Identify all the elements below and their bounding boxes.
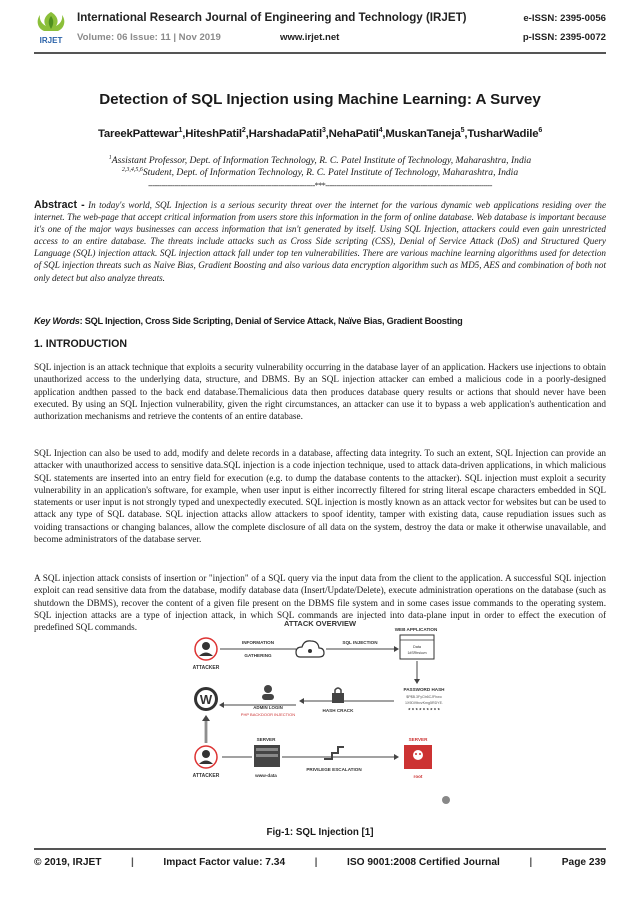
author-name: HarshadaPatil <box>248 127 322 140</box>
attack-overview-figure <box>184 617 456 807</box>
svg-text:www-data: www-data <box>255 773 277 778</box>
svg-text:SERVER: SERVER <box>256 737 276 742</box>
author-list: TareekPattewar$^1$,HiteshPatil$^2$,HarshadaPatil$^3$,NehaPatil$^4$,MuskanTaneja$^5$,TusharWadile$^6$ <box>97 127 543 140</box>
paragraph-3: A SQL injection attack consists of insertion or "injection" of a SQL query via the input data from the client to the application. A successful SQL injection exploit can read sensitive data from the database, modify database data (Insert/Update/Delete), execute administration operations on the database (such as shutdown the DBMS), recover the content of a given file present on the DBMS file system and in some cases issue commands to the operating system. SQL injection attacks are a type of injection attack, in which SQL commands are injected into data-plane input in order to effect the execution of predefined SQL commands. <box>34 573 606 633</box>
irjet-logo <box>34 10 68 48</box>
p-issn: p-ISSN: 2395-0072 <box>522 32 606 43</box>
footer-copyright: © 2019, IRJET <box>34 857 102 868</box>
cloud-icon <box>296 641 324 657</box>
page-footer <box>34 857 606 868</box>
svg-text:ATTACKER: ATTACKER <box>192 773 220 779</box>
page-header <box>34 10 606 50</box>
compromised-server-icon <box>404 745 432 769</box>
affiliation-1: $^1$Assistant Professor, Dept. of Information Technology, R. C. Patel Institute of Technology, Maharashtra, India <box>108 155 532 167</box>
attacker-icon <box>195 746 217 768</box>
figure-watermark-dot <box>442 796 450 804</box>
svg-text:HASH CRACK: HASH CRACK <box>322 708 354 713</box>
journal-website[interactable]: www.irjet.net <box>280 32 340 43</box>
abstract-text: In today's world, SQL Injection is a serious security threat over the internet for the various dynamic web applications residing over the internet. The web-page that accept critical information from users store this information in the form of online database. Web database is important because it's one of the major ways businesses can access information that isn't generated by itself. Using SQL Injection, attackers could even gain unrestricted access to an entire database. The threats include attacks such as Cross Side scripting (CSS), Denial of Service Attack (DoS) and Structured Query Language (SQL) injection attack. SQL injection attack fall under top ten vulnerabilities. There are various machine learning algorithms used for detection of SQL injection threats such as Naive Bias, Gradient Boosting and also various data encryption algorithm such as MD5, AES and combination of both not only detect but also analyze threats. <box>34 200 606 283</box>
affiliation-2: $^{2,3,4,5,6}$Student, Dept. of Information Technology, R. C. Patel Institute of Technology, Maharashtra, India <box>121 167 519 179</box>
abstract <box>34 199 606 284</box>
svg-text:PASSWORD HASH: PASSWORD HASH <box>403 687 445 692</box>
paragraph-2: SQL Injection can also be used to add, modify and delete records in a database, affecting data integrity. To such an extent, SQL Injection can provide an attacker with unauthorized access to sensitive data.SQL injection is a code injection technique, used to attack data-driven applications, in which malicious SQL statements are inserted into an entry field for execution (e.g. to dump the database contents to the attacker). SQL injection must exploit a security vulnerability in an application's software, for example, when user input is either incorrectly filtered for string literal escape characters embedded in SQL statements or user input is not strongly typed and unexpectedly executed. SQL injection is mostly known as an attack vector for websites but can be used to attack any type of SQL database. SQL injection attacks allow attackers to spoof identity, tamper with existing data, cause repudiation issues such as voiding transactions or changing balances, allow the complete disclosure of all data on the system, destroy the data or make it otherwise unavailable, and become administrators of the database server. <box>34 448 606 545</box>
paragraph-1: SQL injection is an attack technique that exploits a security vulnerability occurring in the database layer of an application. Hackers use injections to obtain unauthorized access to the underlying data, structure, and DBMS. By an SQL injection attacker can embed a malicious code in a poorly-designed application andthen passed to the back end database.Themalicious data then produces database query results or actions that should never have been executed. By using an SQL Injection vulnerability, given the right circumstances, an attacker can use it to bypass a web application's authentication and authorization mechanisms and retrieve the contents of an entire database. <box>34 362 606 422</box>
svg-text:GATHERING: GATHERING <box>244 653 272 658</box>
attacker-icon <box>195 638 217 660</box>
keywords-text: : SQL Injection, Cross Side Scripting, Denial of Service Attack, Naïve Bias, Gradient Boosting <box>79 316 463 326</box>
footer-impact-factor: Impact Factor value: 7.34 <box>163 857 286 868</box>
footer-iso: ISO 9001:2008 Certified Journal <box>347 857 500 868</box>
author-name: MuskanTaneja <box>385 127 461 140</box>
attacker-label: ATTACKER <box>192 665 220 671</box>
svg-text:1#SRtrsiuvn: 1#SRtrsiuvn <box>407 651 427 655</box>
footer-separator: | <box>131 857 134 868</box>
svg-text:1X9DI9bvvKmg5RDYE.: 1X9DI9bvvKmg5RDYE. <box>405 701 443 705</box>
admin-login-icon <box>262 685 274 700</box>
svg-text:WEB APPLICATION: WEB APPLICATION <box>394 627 438 632</box>
author-name: NehaPatil <box>328 127 379 140</box>
journal-name: International Research Journal of Engineering and Technology (IRJET) <box>77 11 467 24</box>
svg-text:ADMIN LOGIN: ADMIN LOGIN <box>253 705 283 710</box>
keywords <box>34 316 606 326</box>
e-issn: e-ISSN: 2395-0056 <box>523 13 606 24</box>
author-name: TusharWadile <box>467 127 539 140</box>
svg-text:$P$B.3FyCb6CJFhwo: $P$B.3FyCb6CJFhwo <box>406 695 442 699</box>
svg-text:INFORMATION: INFORMATION <box>241 640 275 645</box>
wordpress-icon <box>194 687 218 711</box>
server-icon <box>254 745 280 767</box>
svg-text:* * * * * * * * *: * * * * * * * * * <box>408 708 440 714</box>
header-divider <box>34 52 606 54</box>
section-separator: -----------------------------------------------------------------------------***----------------------------------------------------------------------------- <box>148 181 492 190</box>
svg-text:PHP BACKDOOR INJECTION: PHP BACKDOOR INJECTION <box>240 712 296 717</box>
figure-title: ATTACK OVERVIEW <box>283 619 357 628</box>
volume-issue: Volume: 06 Issue: 11 | Nov 2019 <box>77 32 221 43</box>
figure-caption: Fig-1: SQL Injection [1] <box>266 827 374 838</box>
svg-text:W: W <box>199 692 213 707</box>
author-name: HiteshPatil <box>185 127 242 140</box>
paper-title: Detection of SQL Injection using Machine Learning: A Survey <box>99 91 541 108</box>
svg-text:SQL INJECTION: SQL INJECTION <box>342 640 378 645</box>
svg-text:Data: Data <box>412 645 422 649</box>
footer-separator: | <box>314 857 318 868</box>
footer-divider <box>34 848 606 850</box>
svg-text:root: root <box>413 774 423 779</box>
svg-text:IRJET: IRJET <box>39 36 63 45</box>
svg-text:SERVER: SERVER <box>408 737 428 742</box>
footer-separator: | <box>529 857 533 868</box>
keywords-label: Key Words <box>34 316 80 326</box>
author-name: TareekPattewar <box>97 127 179 140</box>
footer-page-number: Page 239 <box>561 857 606 868</box>
svg-text:PRIVILEGE ESCALATION: PRIVILEGE ESCALATION <box>306 767 362 772</box>
abstract-label: Abstract - <box>34 199 85 211</box>
section-heading: 1. INTRODUCTION <box>34 338 127 350</box>
